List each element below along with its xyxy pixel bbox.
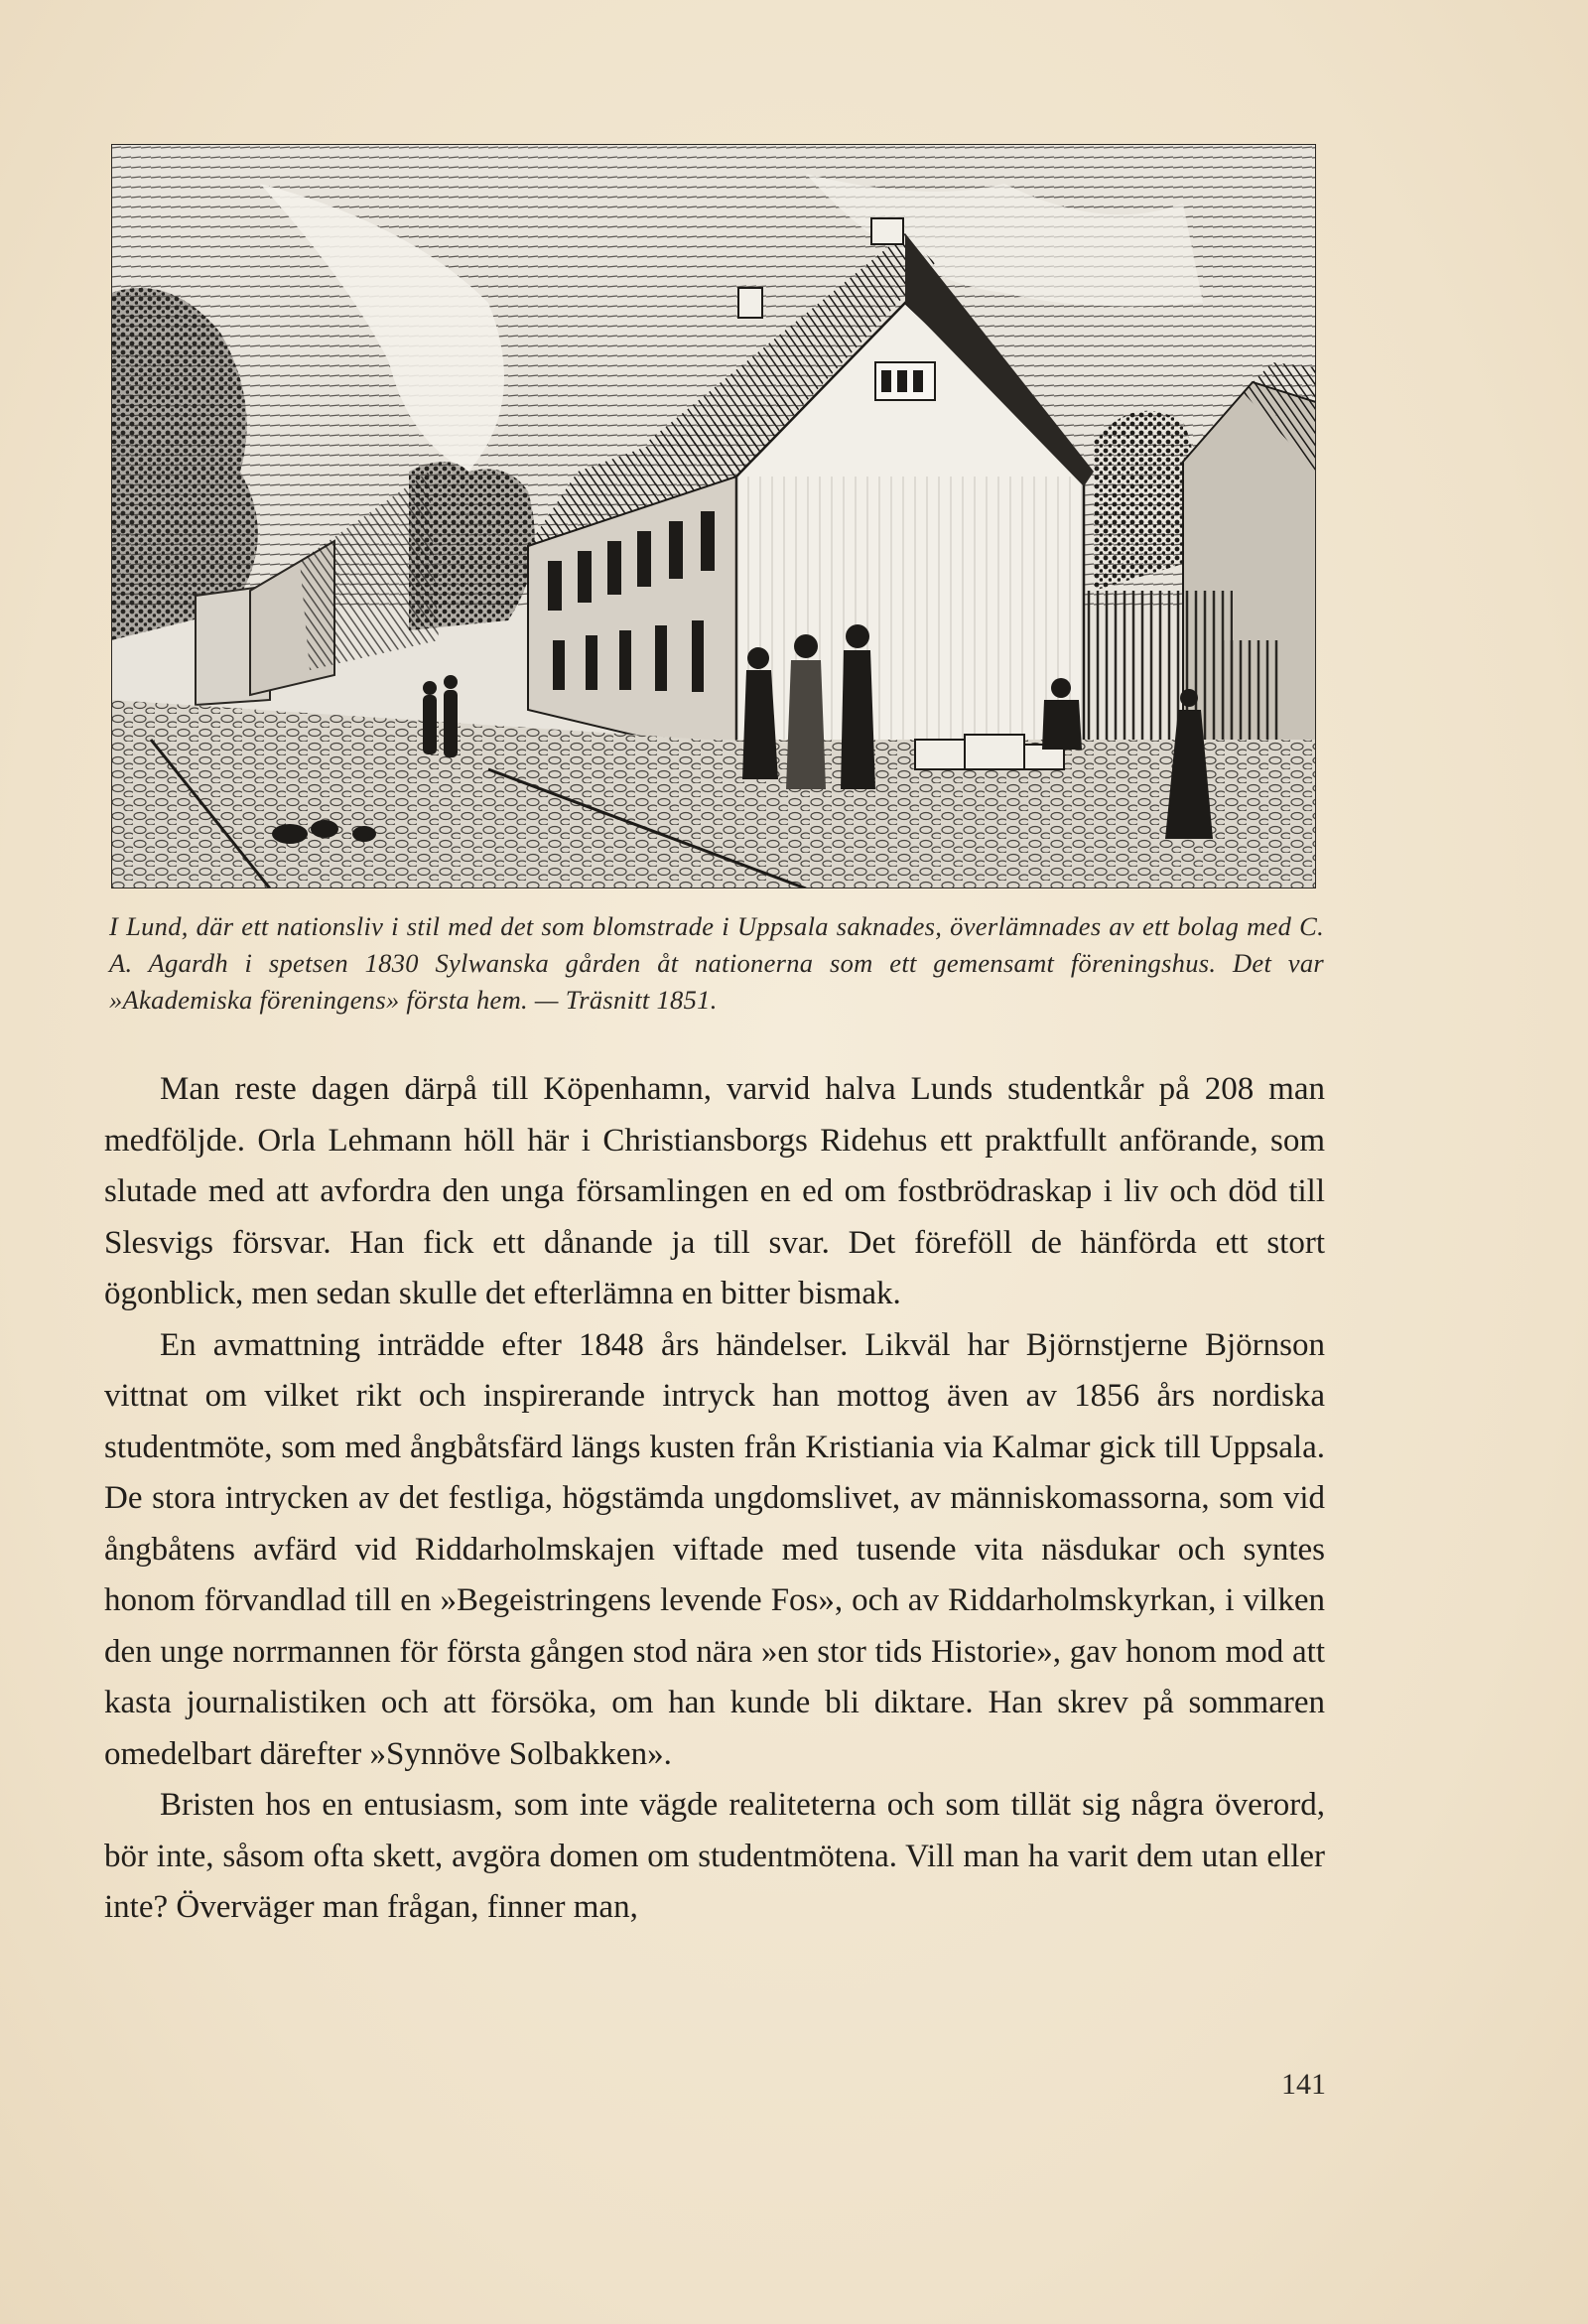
body-text [104,1064,1325,1934]
caption-text: I Lund, där ett nationsliv i stil med det som blomstrade i Uppsala saknades, överlämnades av ett bolag med C. A. Agardh i spetsen 1830 Sylwanska gården åt nationerna som ett gemensamt föreningshus. Det var »Akademiska föreningens» första hem. — Träsnitt 1851. [109,911,1324,1015]
paragraph: Man reste dagen därpå till Köpenhamn, varvid halva Lunds studentkår på 208 man medföljde. Orla Lehmann höll här i Christiansborgs Ridehus ett praktfullt anförande, som slutade med att avfordra den unga församlingen en ed om fostbrödraskap i liv och död till Slesvigs försvar. Han fick ett dånande ja till svar. Det föreföll de hänförda ett stort ögonblick, men sedan skulle det efterlämna en bitter bismak. [104,1071,1325,1311]
paragraph: Bristen hos en entusiasm, som inte vägde realiteterna och som tillät sig några överord, bör inte, såsom ofta skett, avgöra domen om studentmötena. Vill man ha varit dem utan eller inte? Överväger man frågan, finner man, [104,1787,1325,1925]
paragraph: En avmattning inträdde efter 1848 års händelser. Likväl har Björnstjerne Björnson vittnat om vilket rikt och inspirerande intryck han mottog även av 1856 års nordiska studentmöte, som med ångbåtsfärd längs kusten från Kristiania via Kalmar gick till Uppsala. De stora intrycken av det festliga, högstämda ungdomslivet, av människomassorna, som vid ångbåtens avfärd vid Riddarholmskajen viftade med tusende vita näsdukar och syntes honom förvandlad till en »Begeistringens levende Fos», och av Riddarholmskyrkan, i vilken den unge norrmannen för första gången stod nära »en stor tids Historie», gav honom mod att kasta journalistiken och att försöka, om han kunde bli diktare. Han skrev på sommaren omedelbart därefter »Synnöve Solbakken». [104,1326,1325,1772]
page-number: 141 [1281,2068,1326,2101]
illustration-caption [109,908,1324,1019]
woodcut-illustration [111,144,1316,889]
